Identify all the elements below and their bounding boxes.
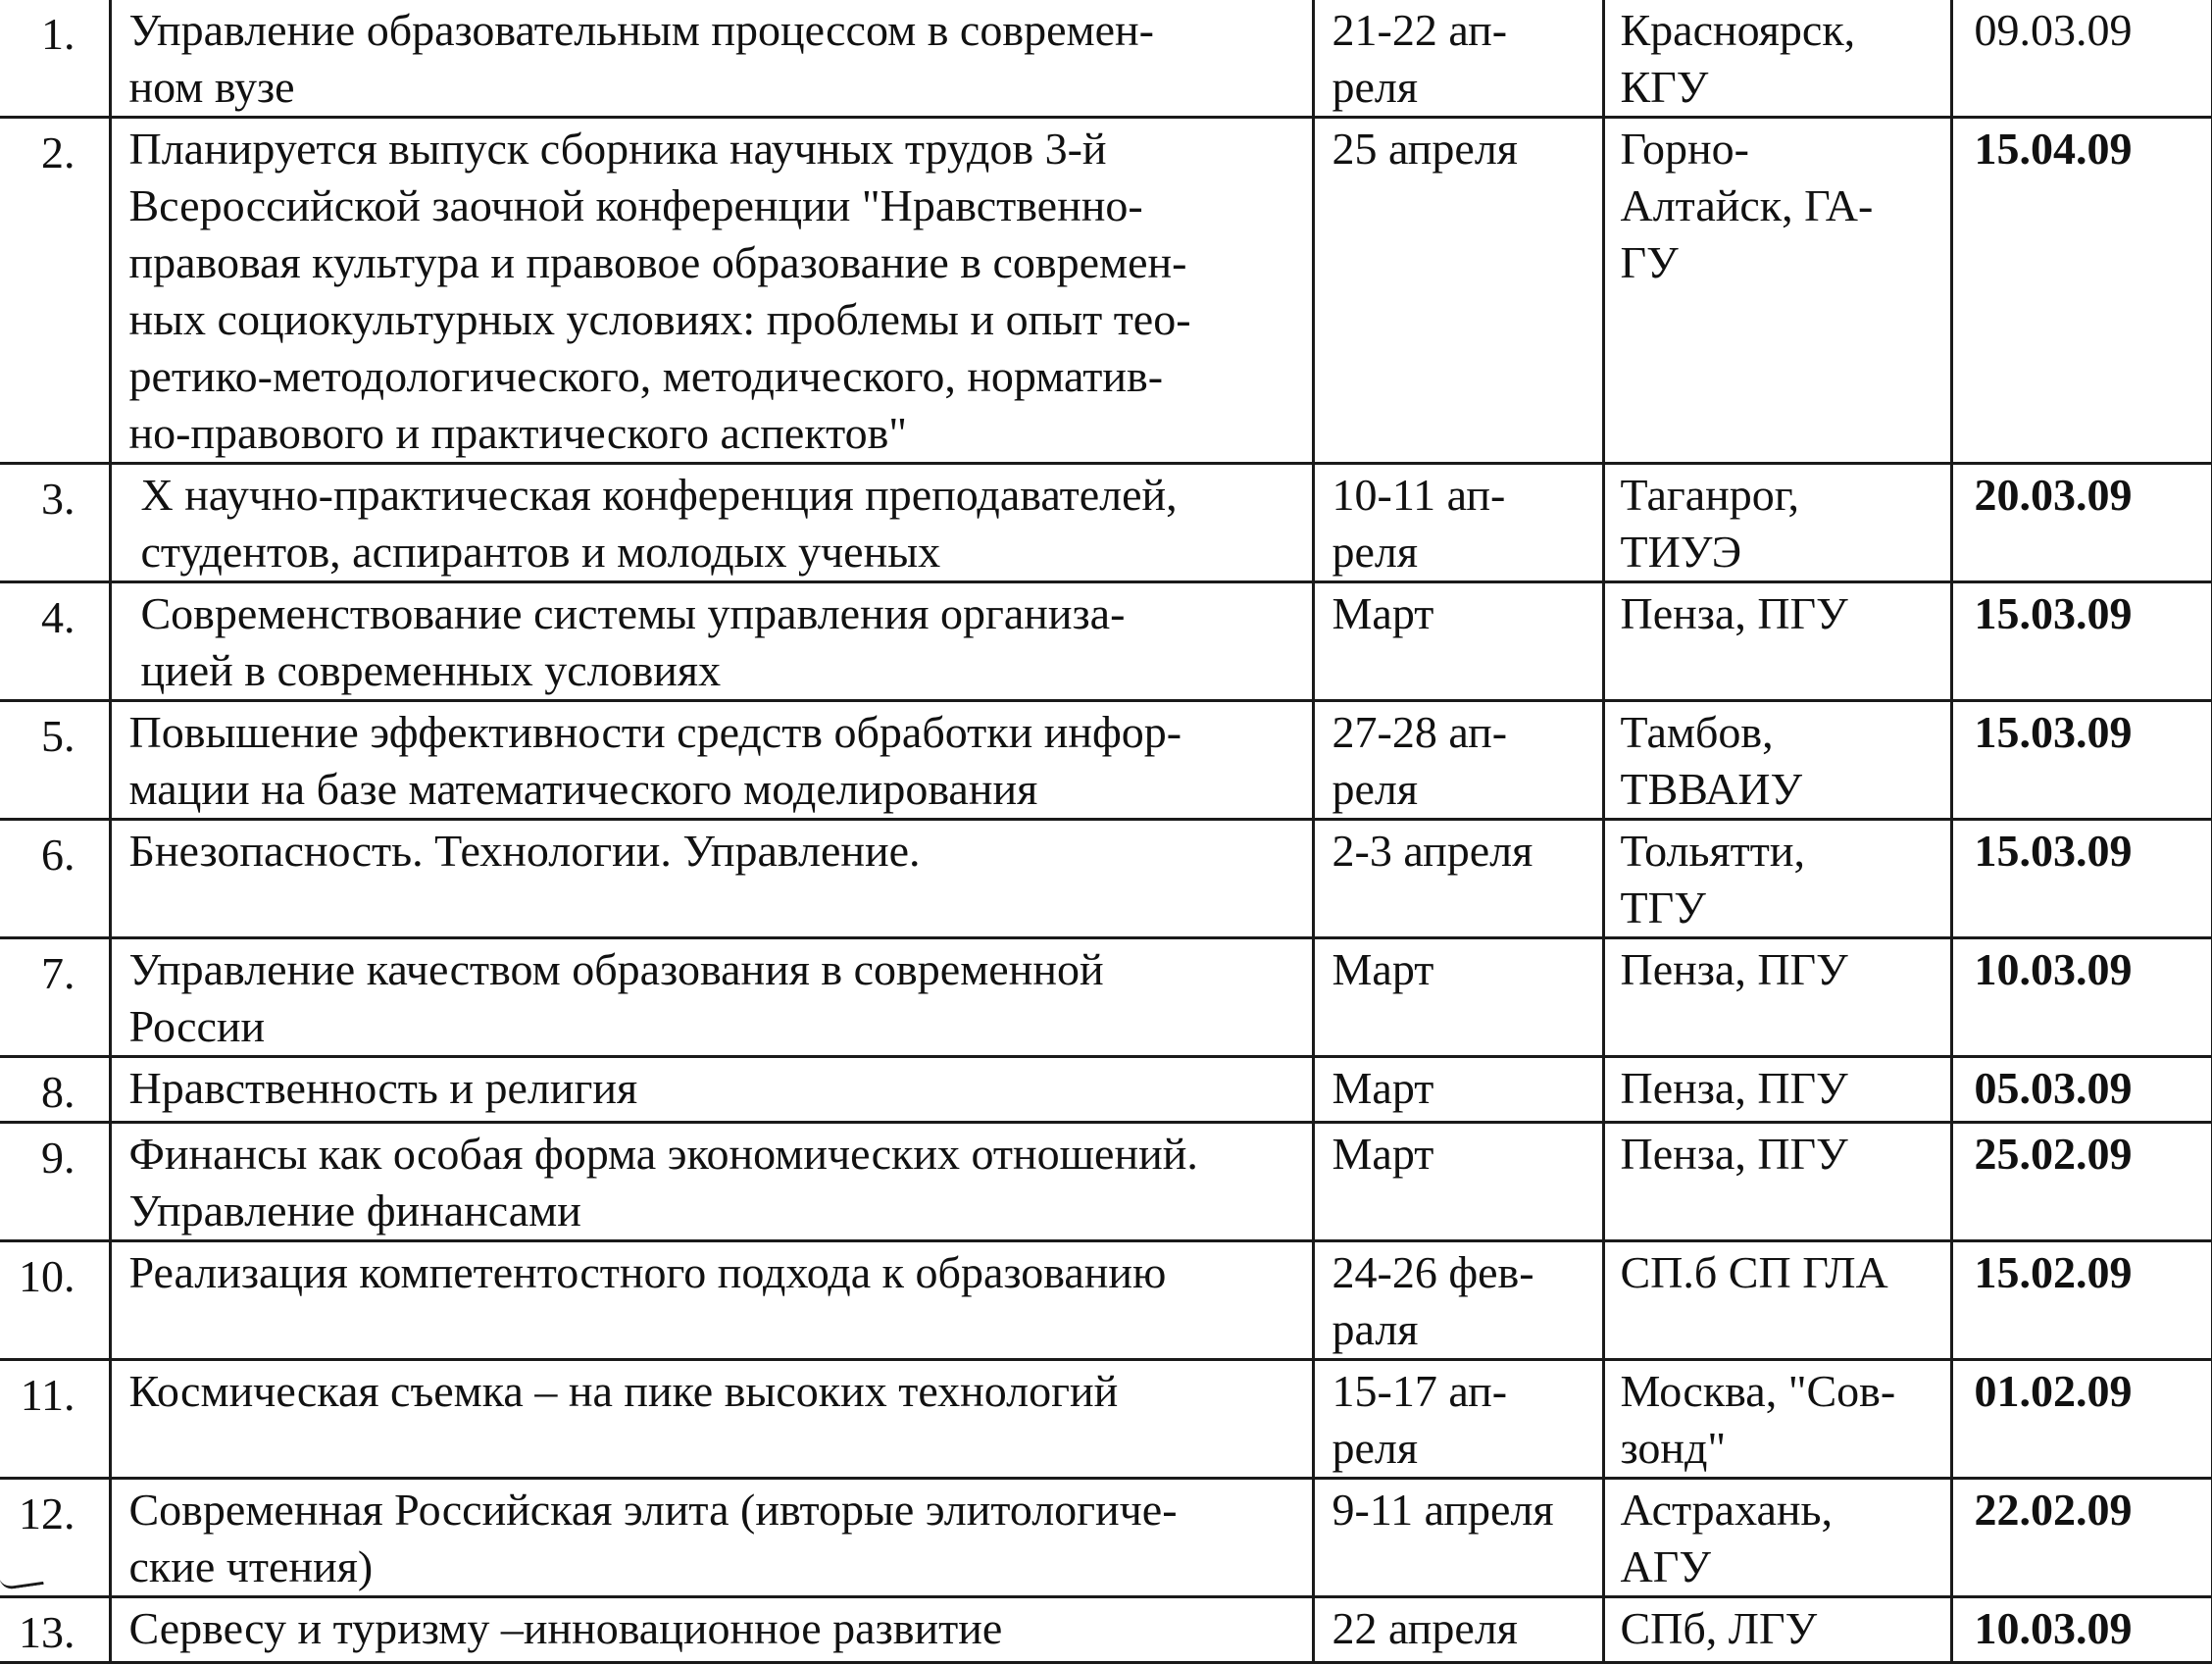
row-number: 2. bbox=[0, 118, 110, 464]
event-deadline: 10.03.09 bbox=[1951, 938, 2212, 1057]
event-date: 15-17 ап- реля bbox=[1313, 1360, 1603, 1479]
event-deadline: 15.02.09 bbox=[1951, 1241, 2212, 1360]
event-deadline: 10.03.09 bbox=[1951, 1597, 2212, 1663]
event-title: Управление качеством образования в современной России bbox=[110, 938, 1313, 1057]
table-row bbox=[0, 118, 2212, 464]
row-number: 9. bbox=[0, 1123, 110, 1241]
table-row bbox=[0, 1360, 2212, 1479]
event-date: Март bbox=[1313, 1057, 1603, 1123]
event-title: X научно-практическая конференция преподавателей, студентов, аспирантов и молодых ученых bbox=[110, 464, 1313, 582]
event-title: Повышение эффективности средств обработки инфор- мации на базе математического моделирования bbox=[110, 701, 1313, 820]
event-deadline: 25.02.09 bbox=[1951, 1123, 2212, 1241]
table-row bbox=[0, 701, 2212, 820]
row-number: 4. bbox=[0, 582, 110, 701]
event-deadline: 05.03.09 bbox=[1951, 1057, 2212, 1123]
event-title: Нравственность и религия bbox=[110, 1057, 1313, 1123]
row-number: 6. bbox=[0, 820, 110, 938]
event-deadline: 15.04.09 bbox=[1951, 118, 2212, 464]
event-place: Астрахань, АГУ bbox=[1603, 1479, 1951, 1597]
event-date: 9-11 апреля bbox=[1313, 1479, 1603, 1597]
row-number: 3. bbox=[0, 464, 110, 582]
event-title: Планируется выпуск сборника научных трудов 3-й Всероссийской заочной конференции "Нравственно- правовая культура и правовое образование в современ- ных социокультурных условиях: проблемы и опыт тео- ретико-методологического, методического, норматив- но-правового и практического аспектов" bbox=[110, 118, 1313, 464]
event-date: Март bbox=[1313, 938, 1603, 1057]
event-deadline: 15.03.09 bbox=[1951, 701, 2212, 820]
event-place: Красноярск, КГУ bbox=[1603, 0, 1951, 118]
event-date: 21-22 ап- реля bbox=[1313, 0, 1603, 118]
event-place: Горно- Алтайск, ГА- ГУ bbox=[1603, 118, 1951, 464]
table-row bbox=[0, 1123, 2212, 1241]
row-number: 10. bbox=[0, 1241, 110, 1360]
event-title: Бнезопасность. Технологии. Управление. bbox=[110, 820, 1313, 938]
event-date: Март bbox=[1313, 1123, 1603, 1241]
event-title: Управление образовательным процессом в современ- ном вузе bbox=[110, 0, 1313, 118]
row-number: 7. bbox=[0, 938, 110, 1057]
event-title: Космическая съемка – на пике высоких технологий bbox=[110, 1360, 1313, 1479]
row-number: 12. bbox=[0, 1479, 110, 1597]
event-title: Финансы как особая форма экономических отношений. Управление финансами bbox=[110, 1123, 1313, 1241]
table-row bbox=[0, 1241, 2212, 1360]
row-number: 11. bbox=[0, 1360, 110, 1479]
event-date: 22 апреля bbox=[1313, 1597, 1603, 1663]
event-place: Москва, "Сов- зонд" bbox=[1603, 1360, 1951, 1479]
table-row bbox=[0, 1479, 2212, 1597]
event-place: Тамбов, ТВВАИУ bbox=[1603, 701, 1951, 820]
row-number: 13. bbox=[0, 1597, 110, 1663]
event-place: Пенза, ПГУ bbox=[1603, 1123, 1951, 1241]
event-deadline: 01.02.09 bbox=[1951, 1360, 2212, 1479]
event-deadline: 15.03.09 bbox=[1951, 820, 2212, 938]
event-date: 10-11 ап- реля bbox=[1313, 464, 1603, 582]
table-row bbox=[0, 1597, 2212, 1663]
table-row bbox=[0, 464, 2212, 582]
row-number: 8. bbox=[0, 1057, 110, 1123]
row-number: 1. bbox=[0, 0, 110, 118]
event-date: Март bbox=[1313, 582, 1603, 701]
table-row bbox=[0, 1057, 2212, 1123]
event-deadline: 22.02.09 bbox=[1951, 1479, 2212, 1597]
event-date: 2-3 апреля bbox=[1313, 820, 1603, 938]
event-place: СПб, ЛГУ bbox=[1603, 1597, 1951, 1663]
event-deadline: 15.03.09 bbox=[1951, 582, 2212, 701]
event-title: Сервесу и туризму –инновационное развитие bbox=[110, 1597, 1313, 1663]
table-row bbox=[0, 938, 2212, 1057]
table-row bbox=[0, 0, 2212, 118]
event-place: Таганрог, ТИУЭ bbox=[1603, 464, 1951, 582]
event-title: Современствование системы управления организа- цией в современных условиях bbox=[110, 582, 1313, 701]
event-date: 27-28 ап- реля bbox=[1313, 701, 1603, 820]
event-date: 25 апреля bbox=[1313, 118, 1603, 464]
table-row bbox=[0, 820, 2212, 938]
event-place: СП.б СП ГЛА bbox=[1603, 1241, 1951, 1360]
event-place: Пенза, ПГУ bbox=[1603, 582, 1951, 701]
event-title: Реализация компетентостного подхода к образованию bbox=[110, 1241, 1313, 1360]
event-date: 24-26 фев- раля bbox=[1313, 1241, 1603, 1360]
event-deadline: 20.03.09 bbox=[1951, 464, 2212, 582]
row-number: 5. bbox=[0, 701, 110, 820]
event-title: Современная Российская элита (ивторые элитологиче- ские чтения) bbox=[110, 1479, 1313, 1597]
event-place: Пенза, ПГУ bbox=[1603, 1057, 1951, 1123]
table-row bbox=[0, 582, 2212, 701]
event-deadline: 09.03.09 bbox=[1951, 0, 2212, 118]
event-place: Пенза, ПГУ bbox=[1603, 938, 1951, 1057]
event-place: Тольятти, ТГУ bbox=[1603, 820, 1951, 938]
